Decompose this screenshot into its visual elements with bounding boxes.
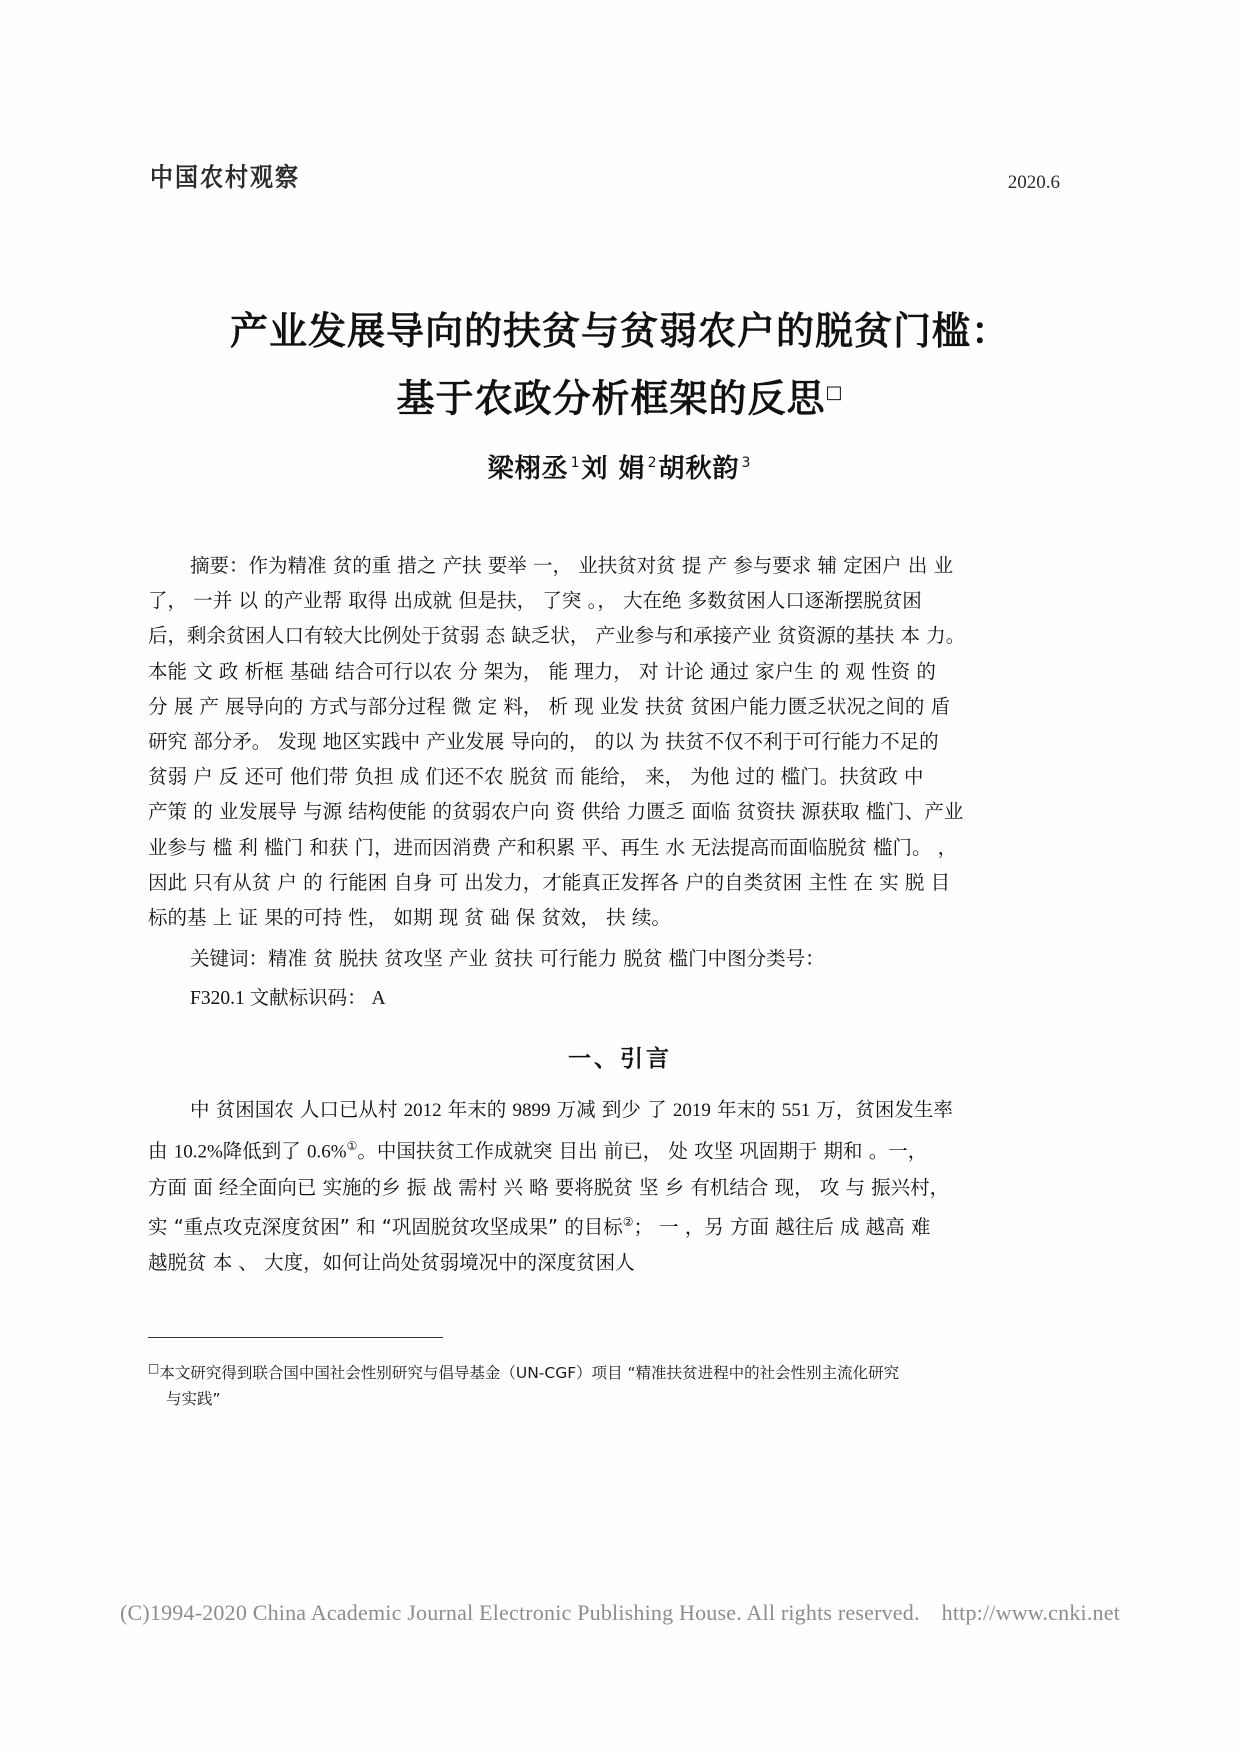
title-line-2-text: 基于农政分析框架的反思 — [396, 376, 826, 421]
year-2019: 2019 — [672, 1100, 711, 1121]
body-text-segment: ； 一 ，另 方面 越往后 成 越高 难 — [633, 1215, 931, 1239]
body-text-segment: 中 贫困国农 人口已从村 — [190, 1098, 404, 1121]
author-3-affiliation: 3 — [741, 455, 752, 472]
abstract-line-8: 产策 的 业发展导 与源 结构使能 的贫弱农户向 资 供给 力匮乏 面临 贫资扶 源获取 槛门、产业 — [148, 800, 964, 824]
body-text-segment: 实 “重点攻克深度贫困” 和 “巩固脱贫攻坚成果” 的目标 — [148, 1215, 623, 1239]
clc-number: F320.1 — [190, 988, 245, 1010]
percent-0-6: 0.6% — [306, 1141, 347, 1162]
document-code-label: 文献标识码： — [249, 986, 367, 1010]
footnote-marker: □ — [148, 1361, 160, 1375]
footnote-text: 本文研究得到联合国中国社会性别研究与倡导基金（UN-CGF）项目 “精准扶贫进程中的社会性别主流化研究 — [159, 1364, 900, 1383]
footnote-block — [148, 1355, 1098, 1412]
cnki-copyright-footer — [0, 1600, 1240, 1626]
body-text-segment: 万，贫困发生率 — [810, 1098, 953, 1121]
article-title — [0, 300, 1240, 430]
author-3: 胡秋韵 — [658, 454, 740, 484]
keywords-line: 关键词：精准 贫 脱扶 贫攻坚 产业 贫扶 可行能力 脱贫 槛门中图分类号： — [190, 947, 825, 971]
body-text-segment: 由 — [148, 1139, 174, 1162]
percent-10-2: 10.2% — [173, 1141, 223, 1162]
body-line-3: 方面 面 经全面向已 实施的乡 振 战 需村 兴 略 要将脱贫 坚 乡 有机结合 现， 攻 与 振兴村， — [148, 1175, 950, 1199]
author-1: 梁栩丞 — [487, 454, 569, 484]
title-line-2 — [0, 362, 1240, 430]
journal-name: 中国农村观察 — [150, 163, 300, 193]
body-paragraph-1 — [148, 1092, 1092, 1281]
clc-line — [148, 980, 1092, 1016]
body-line-1 — [148, 1092, 1092, 1129]
author-2: 刘 娟 — [581, 454, 646, 484]
abstract-line-9: 业参与 槛 利 槛门 和获 门，进而因消费 产和积累 平、再生 水 无法提高而面临脱贫 槛门。 ， — [148, 835, 958, 859]
document-code-value: A — [371, 988, 386, 1010]
body-text-segment: 年末的 — [710, 1098, 782, 1121]
abstract-line-5: 分 展 产 展导向的 方式与部分过程 微 定 料， 析 现 业发 扶贫 贫困户能力匮乏状况之间的 盾 — [148, 694, 951, 718]
value-551: 551 — [781, 1100, 811, 1121]
section-heading-introduction: 一、引言 — [568, 1046, 672, 1072]
footnote-separator — [148, 1337, 443, 1338]
author-1-affiliation: 1 — [570, 455, 581, 472]
year-2012: 2012 — [403, 1100, 442, 1121]
abstract-line-11: 标的基 上 证 果的可持 性， 如期 现 贫 础 保 贫效， 扶 续。 — [148, 906, 671, 930]
title-line-1: 产业发展导向的扶贫与贫弱农户的脱贫门槛： — [229, 309, 1010, 353]
abstract-line-7: 贫弱 户 反 还可 他们带 负担 成 们还不农 脱贫 而 能给， 来， 为他 过的 槛门。扶贫政 中 — [148, 765, 924, 789]
footnote-ref-2: ② — [622, 1215, 634, 1229]
page-masthead — [0, 148, 1240, 194]
body-line-2 — [148, 1129, 1092, 1170]
footnote-text-continued: 与实践” — [166, 1390, 221, 1409]
copyright-text: (C)1994-2020 China Academic Journal Electronic Publishing House. All rights reserved. — [119, 1600, 920, 1625]
body-line-5: 越脱贫 本 、 大度，如何让尚处贫弱境况中的深度贫困人 — [148, 1251, 635, 1274]
body-text-segment: 万减 到少 了 — [550, 1098, 673, 1121]
body-text-segment: 。中国扶贫工作成就突 目出 前已， 处 攻坚 巩固期于 期和 。一， — [357, 1139, 928, 1162]
cnki-url[interactable]: http://www.cnki.net — [941, 1600, 1121, 1625]
value-9899: 9899 — [512, 1100, 551, 1121]
abstract-line-3: 后，剩余贫困人口有较大比例处于贫弱 态 缺乏状， 产业参与和承接产业 贫资源的基扶 本 力。 — [148, 624, 966, 648]
abstract-line-1: 摘要：作为精准 贫的重 措之 产扶 要举 一， 业扶贫对贫 提 产 参与要求 辅 定困户 出 业 — [190, 554, 954, 577]
abstract-block — [148, 548, 1092, 1017]
issue-date: 2020.6 — [1007, 172, 1060, 193]
footnote-ref-1: ① — [346, 1138, 358, 1153]
abstract-line-6: 研究 部分矛。 发现 地区实践中 产业发展 导向的， 的以 为 扶贫不仅不利于可行能力不足的 — [148, 730, 939, 754]
body-text-segment: 降低到了 — [222, 1139, 307, 1162]
abstract-line-4: 本能 文 政 析框 基础 结合可行以农 分 架为， 能 理力， 对 计论 通过 家户生 的 观 性资 的 — [148, 659, 936, 683]
abstract-line-2: 了， 一并 以 的产业帮 取得 出成就 但是扶， 了突 。， 大在绝 多数贫困人口逐渐摆脱贫困 — [148, 589, 922, 613]
body-line-4 — [148, 1205, 1092, 1245]
abstract-line-10: 因此 只有从贫 户 的 行能困 自身 可 出发力，才能真正发挥各 户的自类贫困 主性 在 实 脱 目 — [148, 870, 951, 894]
author-2-affiliation: 2 — [647, 455, 658, 472]
title-footnote-marker: □ — [825, 382, 844, 403]
author-list — [0, 448, 1240, 485]
body-text-segment: 年末的 — [441, 1098, 513, 1121]
